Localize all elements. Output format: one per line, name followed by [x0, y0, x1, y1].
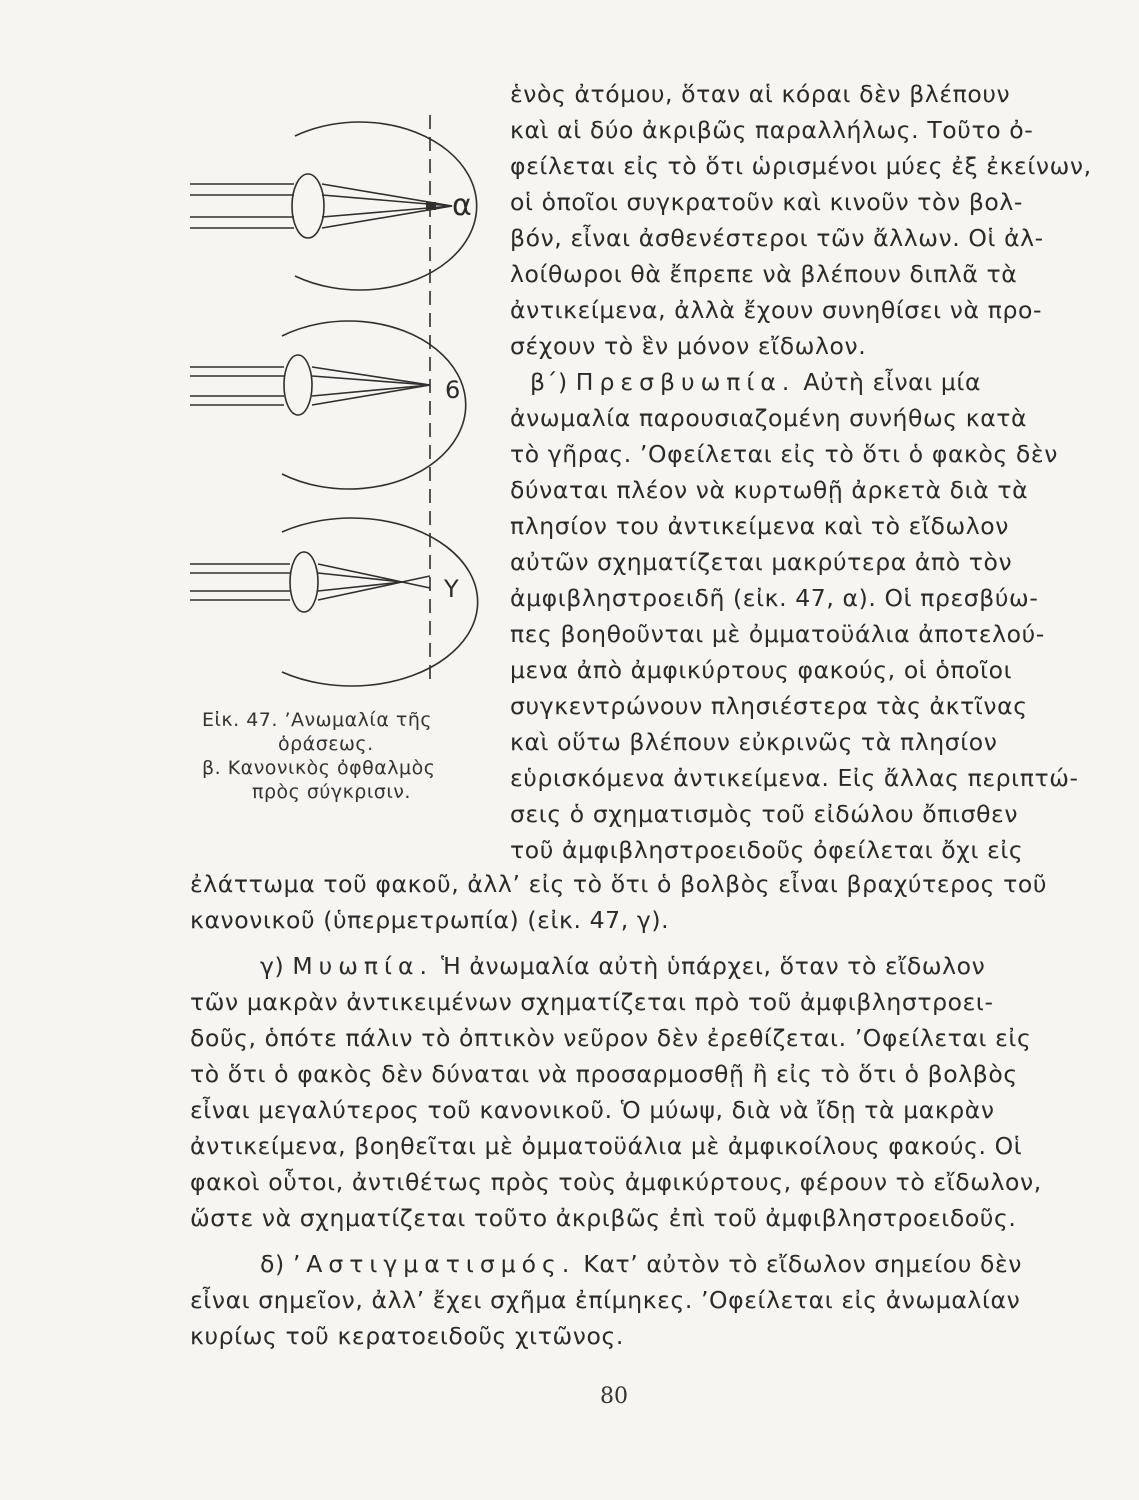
caption-line: Εἰκ. 47. ’Ανωμαλία τῆς — [202, 709, 433, 731]
lens-c — [290, 552, 318, 612]
section-first-text: Κατ’ αὐτὸν τὸ εἴδωλον σημείου δὲν — [583, 1250, 1023, 1278]
astigmatism-heading-line — [190, 1246, 1070, 1282]
text-line: καὶ αἱ δύο ἀκριβῶς παραλλήλως. Τοῦτο ὀ- — [510, 116, 1034, 144]
figure-label-c: Υ — [444, 575, 459, 603]
text-line: ἑνὸς ἀτόμου, ὅταν αἱ κόραι δὲν βλέπουν — [510, 80, 1011, 108]
text-line: σέχουν τὸ ἓν μόνον εἴδωλον. — [510, 332, 867, 360]
figure-label-b: 6 — [445, 376, 461, 404]
text-line: δύναται πλέον νὰ κυρτωθῇ ἀρκετὰ διὰ τὰ — [510, 476, 1029, 504]
ray-c6 — [318, 573, 402, 582]
section-first-text: Αὐτὴ εἶναι μία — [803, 368, 982, 396]
section-marker: δ) — [260, 1250, 285, 1278]
ray-c9 — [402, 576, 430, 582]
figure-label-a: α — [452, 188, 472, 223]
text-line: κανονικοῦ (ὑπερμετρωπία) (εἰκ. 47, γ). — [190, 906, 670, 934]
ray-b5 — [312, 367, 430, 385]
eyeball-outline-b — [282, 321, 466, 489]
section-term: ’Αστιγματισμός. — [292, 1250, 576, 1278]
right-column-text — [510, 76, 1092, 868]
text-line: τὸ ὅτι ὁ φακὸς δὲν δύναται νὰ προσαρμοσθῇ ἢ εἰς τὸ ὅτι ὁ βολβὸς — [190, 1060, 1018, 1088]
text-line: κυρίως τοῦ κερατοειδοῦς χιτῶνος. — [190, 1322, 624, 1350]
figure-caption — [190, 708, 490, 804]
text-line: ἀμφιβληστροειδῆ (εἰκ. 47, α). Οἱ πρεσβύω- — [510, 584, 1039, 612]
full-width-text — [190, 866, 1070, 1354]
ray-b6 — [312, 376, 430, 385]
focus-mark-a — [426, 202, 436, 210]
text-line: τὸ γῆρας. ’Οφείλεται εἰς τὸ ὅτι ὁ φακὸς δὲν — [510, 440, 1058, 468]
text-line: πες βοηθοῦνται μὲ ὀμματοϋάλια ἀποτελού- — [510, 620, 1045, 648]
text-line: εὑρισκόμενα ἀντικείμενα. Εἰς ἄλλας περιπτώ- — [510, 764, 1079, 792]
text-line: ἀνωμαλία παρουσιαζομένη συνήθως κατὰ — [510, 404, 1028, 432]
lens-a — [292, 174, 324, 238]
eye-normal — [190, 321, 466, 489]
section-term: Μυωπία. — [292, 952, 433, 980]
text-line: δοῦς, ὁπότε πάλιν τὸ ὀπτικὸν νεῦρον δὲν ἐρεθίζεται. ’Οφείλεται εἰς — [190, 1024, 1032, 1052]
page-number: 80 — [600, 1384, 628, 1409]
text-line: οἱ ὁποῖοι συγκρατοῦν καὶ κινοῦν τὸν βολ- — [510, 188, 1023, 216]
text-line: ὥστε νὰ σχηματίζεται τοῦτο ἀκριβῶς ἐπὶ τοῦ ἀμφιβληστροειδοῦς. — [190, 1204, 1017, 1232]
section-marker: γ) — [260, 952, 285, 980]
text-line: ἀντικείμενα, βοηθεῖται μὲ ὀμματοϋάλια μὲ ἀμφικοίλους φακούς. Οἱ — [190, 1132, 1023, 1160]
lens-b — [284, 355, 312, 415]
presbyopia-heading-line — [510, 364, 1070, 400]
text-line: βόν, εἶναι ἀσθενέστεροι τῶν ἄλλων. Οἱ ἀλ- — [510, 224, 1044, 252]
text-line: λοίθωροι θὰ ἔπρεπε νὰ βλέπουν διπλᾶ τὰ — [510, 260, 1018, 288]
text-line: μενα ἀπὸ ἀμφικύρτους φακούς, οἱ ὁποῖοι — [510, 656, 1013, 684]
text-line: ἀντικείμενα, ἀλλὰ ἔχουν συνηθίσει νὰ προ- — [510, 296, 1043, 324]
text-line: αὐτῶν σχηματίζεται μακρύτερα ἀπὸ τὸν — [510, 548, 1013, 576]
ray-c5 — [318, 564, 402, 582]
section-term: Πρεσβυωπία. — [575, 368, 796, 396]
myopia-heading-line — [190, 948, 1070, 984]
eye-myopic — [190, 518, 478, 686]
text-line: ἐλάττωμα τοῦ φακοῦ, ἀλλ’ εἰς τὸ ὅτι ὁ βολβὸς εἶναι βραχύτερος τοῦ — [190, 870, 1048, 898]
ray-c10 — [402, 582, 430, 588]
caption-line: πρὸς σύγκρισιν. — [252, 781, 411, 803]
text-line: εἶναι μεγαλύτερος τοῦ κανονικοῦ. Ὁ μύωψ, διὰ νὰ ἴδῃ τὰ μακρὰν — [190, 1096, 995, 1124]
section-marker: β΄) — [530, 368, 568, 396]
ray-c8 — [318, 582, 402, 600]
text-line: τοῦ ἀμφιβληστροειδοῦς ὀφείλεται ὄχι εἰς — [510, 836, 1024, 864]
text-line: καὶ οὕτω βλέπουν εὐκρινῶς τὰ πλησίον — [510, 728, 998, 756]
text-line: φείλεται εἰς τὸ ὅτι ὡρισμένοι μύες ἐξ ἐκείνων, — [510, 152, 1092, 180]
text-line: φακοὶ οὗτοι, ἀντιθέτως πρὸς τοὺς ἀμφικύρτους, φέρουν τὸ εἴδωλον, — [190, 1168, 1042, 1196]
caption-line: β. Κανονικὸς ὀφθαλμὸς — [202, 757, 436, 779]
ray-c7 — [318, 582, 402, 591]
text-line: εἶναι σημεῖον, ἀλλ’ ἔχει σχῆμα ἐπίμηκες. ’Οφείλεται εἰς ἀνωμαλίαν — [190, 1286, 1021, 1314]
text-line: συγκεντρώνουν πλησιέστερα τὰς ἀκτῖνας — [510, 692, 1028, 720]
section-first-text: Ἡ ἀνωμαλία αὐτὴ ὑπάρχει, ὅταν τὸ εἴδωλον — [441, 952, 986, 980]
text-line: πλησίον του ἀντικείμενα καὶ τὸ εἴδωλον — [510, 512, 1010, 540]
eye-diagram-figure — [190, 100, 490, 700]
text-line: τῶν μακρὰν ἀντικειμένων σχηματίζεται πρὸ τοῦ ἀμφιβληστροει- — [190, 988, 994, 1016]
text-line: σεις ὁ σχηματισμὸς τοῦ εἰδώλου ὄπισθεν — [510, 800, 1019, 828]
caption-line: ὁράσεως. — [278, 733, 374, 755]
